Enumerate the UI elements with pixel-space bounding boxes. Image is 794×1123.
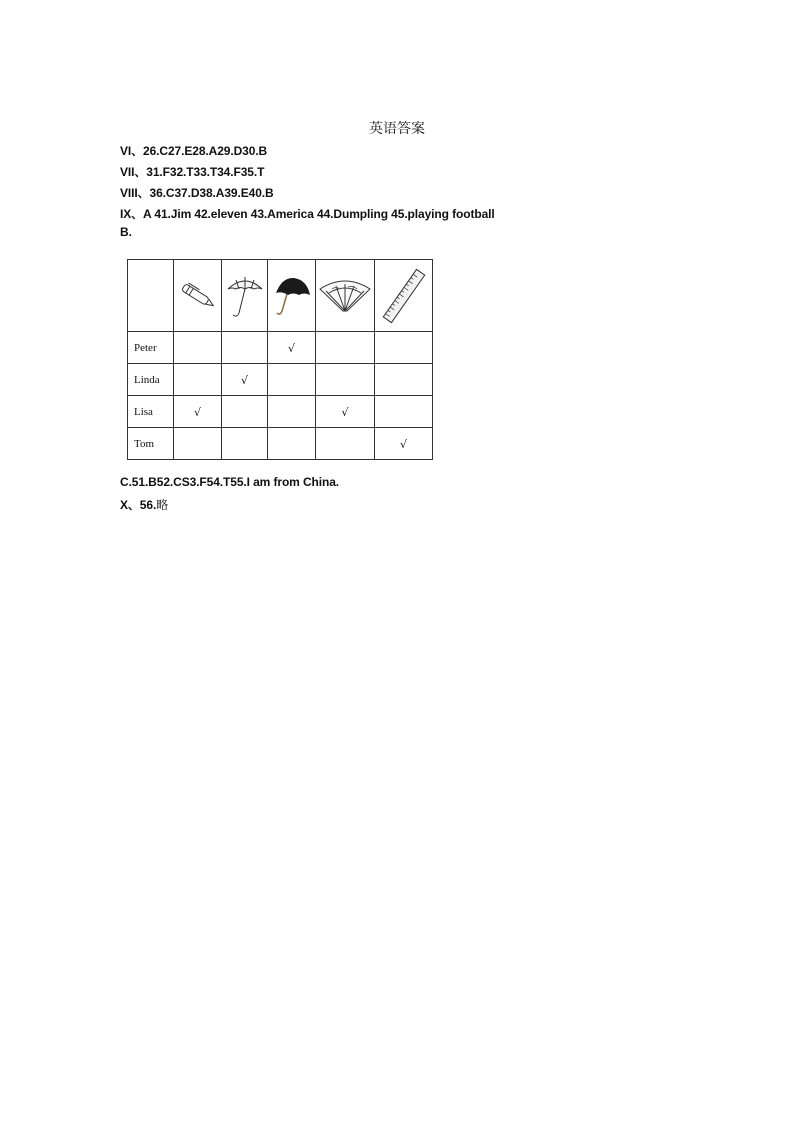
- check-cell: [375, 428, 433, 460]
- table-header-row: [128, 260, 433, 332]
- answer-section-vii: VII、31.F32.T33.T34.F35.T: [120, 165, 265, 179]
- answer-section-x: [120, 496, 168, 513]
- check-cell: [268, 332, 316, 364]
- umbrella-icon: [225, 273, 265, 319]
- table-row-lisa: [128, 396, 433, 428]
- check-mark: √: [193, 405, 201, 419]
- table-row-linda: [128, 364, 433, 396]
- black-umbrella-cell: [268, 260, 316, 332]
- check-mark: √: [341, 405, 349, 419]
- check-cell: [268, 396, 316, 428]
- check-cell: [375, 364, 433, 396]
- check-cell: [222, 396, 268, 428]
- umbrella-cell: [222, 260, 268, 332]
- pen-cell: [174, 260, 222, 332]
- check-cell: [268, 428, 316, 460]
- check-cell: [316, 428, 375, 460]
- check-mark: √: [287, 341, 295, 355]
- check-cell: [174, 332, 222, 364]
- answer-section-vi: VI、26.C27.E28.A29.D30.B: [120, 144, 268, 158]
- check-cell: [222, 428, 268, 460]
- fan-cell: [316, 260, 375, 332]
- check-cell: [222, 332, 268, 364]
- table-row-tom: [128, 428, 433, 460]
- row-name: Peter: [128, 332, 174, 364]
- table-corner-cell: [128, 260, 174, 332]
- check-cell: [268, 364, 316, 396]
- answer-section-x-prefix: X、56.: [120, 498, 157, 512]
- check-cell: [375, 396, 433, 428]
- page-title: 英语答案: [369, 121, 425, 137]
- check-cell: [174, 396, 222, 428]
- check-mark: √: [240, 373, 248, 387]
- check-mark: √: [399, 437, 407, 451]
- table-row-peter: [128, 332, 433, 364]
- fan-icon: [318, 277, 372, 315]
- check-cell: [316, 396, 375, 428]
- check-cell: [174, 428, 222, 460]
- answer-section-x-note: 略: [156, 498, 169, 512]
- answer-section-viii: VIII、36.C37.D38.A39.E40.B: [120, 186, 274, 200]
- check-cell: [316, 364, 375, 396]
- check-cell: [222, 364, 268, 396]
- black-umbrella-icon: [272, 273, 312, 319]
- answer-table: [127, 259, 433, 460]
- check-cell: [316, 332, 375, 364]
- answer-section-c: C.51.B52.CS3.F54.T55.I am from China.: [120, 475, 340, 489]
- row-name: Linda: [128, 364, 174, 396]
- ruler-icon: [379, 265, 429, 327]
- ruler-cell: [375, 260, 433, 332]
- row-name: Lisa: [128, 396, 174, 428]
- pen-icon: [178, 279, 218, 313]
- answer-section-b-label: B.: [120, 225, 132, 239]
- check-cell: [375, 332, 433, 364]
- check-cell: [174, 364, 222, 396]
- row-name: Tom: [128, 428, 174, 460]
- answer-section-ix: IX、A 41.Jim 42.eleven 43.America 44.Dumpling 45.playing football: [120, 207, 495, 221]
